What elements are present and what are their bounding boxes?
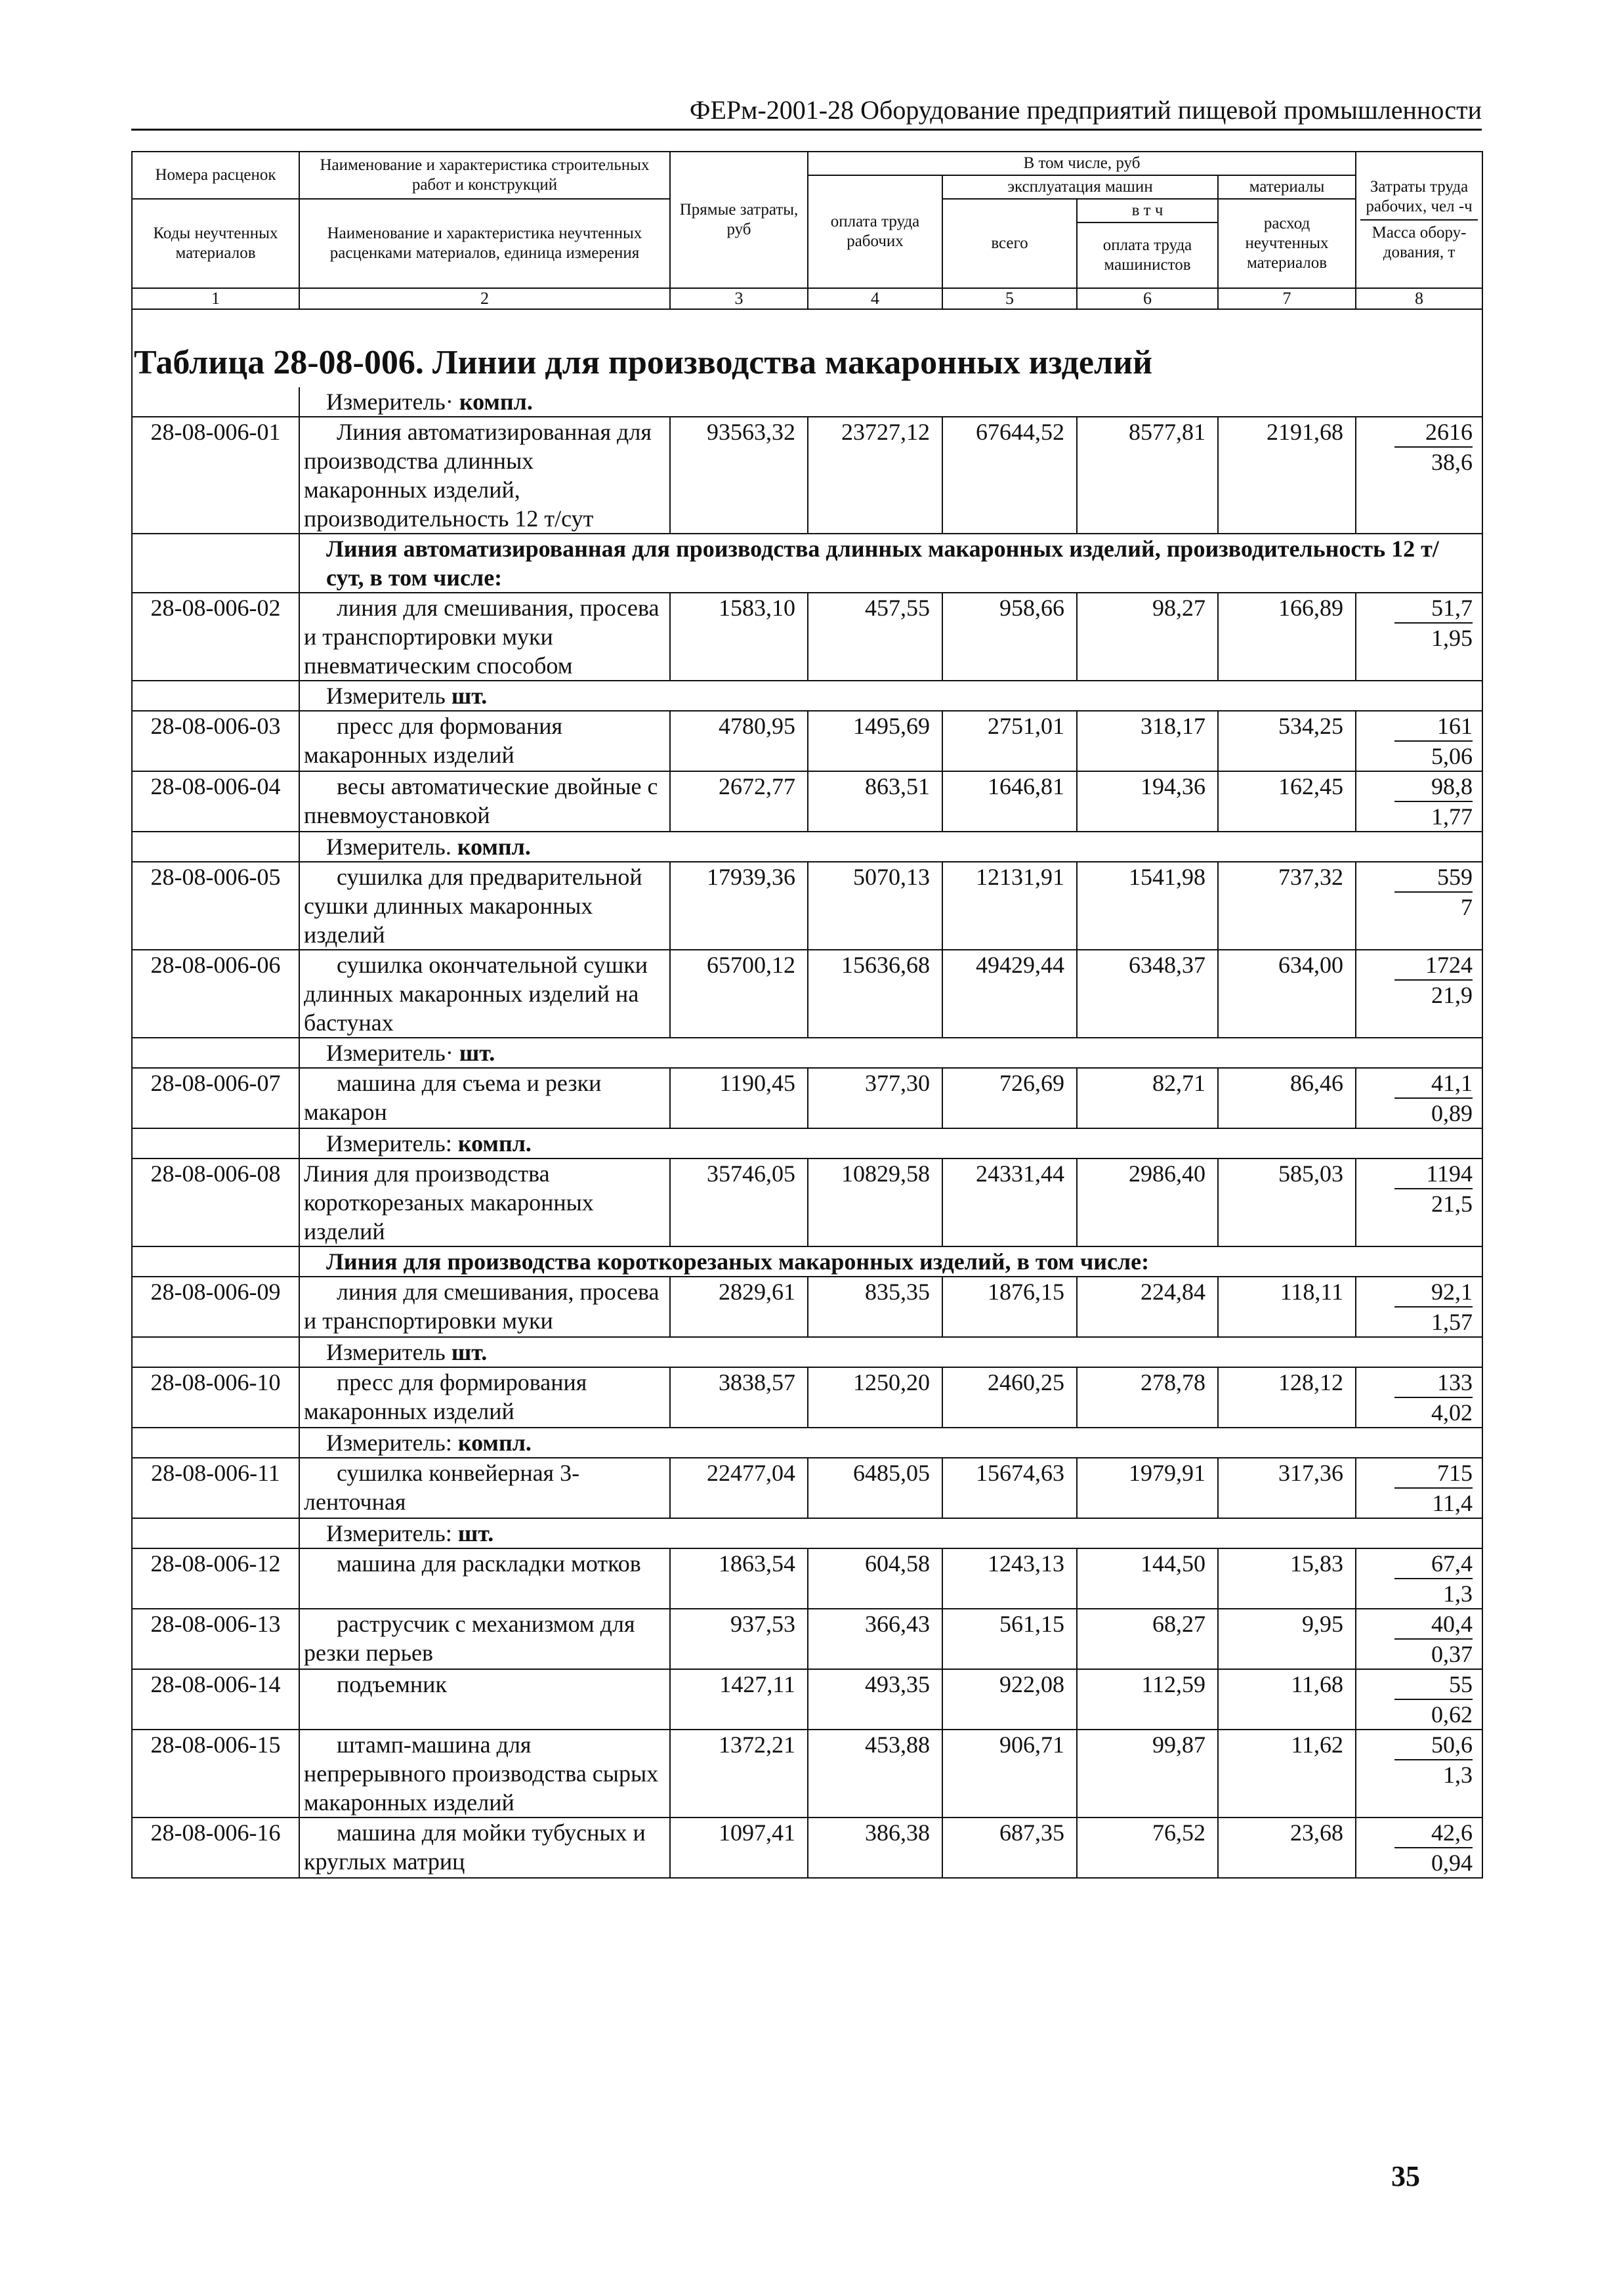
measure-cell [299, 832, 1482, 862]
item-name-text: подъемник [337, 1671, 447, 1697]
item-name [299, 771, 670, 832]
labour-and-mass [1356, 1367, 1482, 1428]
measure-label: Измеритель. [326, 834, 451, 860]
labour-pay: 386,38 [808, 1818, 942, 1878]
item-name-text: весы автоматические двойные с пневмоустановкой [304, 773, 658, 828]
labour-pay: 366,43 [808, 1609, 942, 1669]
table-row [132, 1458, 1482, 1518]
direct-costs: 93563,32 [670, 417, 808, 534]
labour-hours: 98,8 [1394, 772, 1473, 802]
table-body [132, 387, 1482, 1878]
item-name [299, 711, 670, 771]
table-header [132, 152, 1482, 309]
labour-hours: 55 [1394, 1670, 1473, 1700]
machinists-pay: 8577,81 [1077, 417, 1218, 534]
labour-and-mass [1356, 1548, 1482, 1609]
item-name [299, 862, 670, 950]
equipment-mass: 7 [1461, 894, 1473, 920]
col-oplata-mashinistov: оплата труда машинистов [1077, 223, 1218, 288]
rate-code: 28-08-006-05 [132, 862, 299, 950]
machinists-pay: 76,52 [1077, 1818, 1218, 1878]
item-name [299, 1818, 670, 1878]
table-row [132, 1730, 1482, 1818]
direct-costs: 4780,95 [670, 711, 808, 771]
measure-row [132, 1518, 1482, 1548]
table-row [132, 1068, 1482, 1128]
materials-cost: 634,00 [1218, 950, 1356, 1038]
equipment-mass: 21,9 [1431, 982, 1473, 1008]
measure-cell [299, 387, 1482, 417]
labour-and-mass [1356, 771, 1482, 832]
machines-total: 1243,13 [942, 1548, 1077, 1609]
equipment-mass: 1,3 [1443, 1581, 1473, 1607]
item-name [299, 417, 670, 534]
measure-label: Измеритель: [326, 1430, 452, 1456]
rate-code: 28-08-006-09 [132, 1277, 299, 1337]
labour-and-mass [1356, 593, 1482, 681]
labour-and-mass [1356, 1609, 1482, 1669]
item-name [299, 1159, 670, 1246]
item-name [299, 1730, 670, 1818]
equipment-mass: 5,06 [1431, 743, 1473, 769]
item-name-text: сушилка окончательной сушки длинных макаронных изделий на бастунах [304, 952, 648, 1036]
item-name-text: Линия автоматизированная для производства длинных макаронных изделий, производительность 12 т/сут [304, 419, 652, 532]
labour-and-mass [1356, 1159, 1482, 1246]
item-name-text: штамп-машина для непрерывного производства сырых макаронных изделий [304, 1732, 659, 1816]
empty-cell [132, 1246, 299, 1277]
measure-label: Измеритель· [326, 389, 453, 415]
labour-pay: 377,30 [808, 1068, 942, 1128]
item-name [299, 1367, 670, 1428]
column-number: 3 [670, 288, 808, 309]
machinists-pay: 224,84 [1077, 1277, 1218, 1337]
column-number: 6 [1077, 288, 1218, 309]
labour-hours: 559 [1394, 862, 1473, 893]
measure-cell [299, 1518, 1482, 1548]
table-row [132, 1367, 1482, 1428]
item-name-text: машина для раскладки мотков [337, 1550, 641, 1577]
machines-total: 922,08 [942, 1669, 1077, 1730]
item-name-text: Линия для производства короткорезаных макаронных изделий [304, 1160, 594, 1244]
col-kody: Коды неучтенных материалов [132, 199, 299, 288]
labour-hours: 1724 [1394, 950, 1473, 981]
rate-code: 28-08-006-08 [132, 1159, 299, 1246]
equipment-mass: 1,57 [1431, 1309, 1473, 1335]
machines-total: 906,71 [942, 1730, 1077, 1818]
labour-pay: 1250,20 [808, 1367, 942, 1428]
direct-costs: 35746,05 [670, 1159, 808, 1246]
table-row [132, 593, 1482, 681]
measure-row [132, 1128, 1482, 1159]
measure-cell [299, 1038, 1482, 1068]
measure-row [132, 1038, 1482, 1068]
labour-and-mass [1356, 1458, 1482, 1518]
document-header: ФЕРм-2001-28 Оборудование предприятий пищевой промышленности [131, 92, 1482, 131]
empty-cell [132, 1128, 299, 1159]
machinists-pay: 68,27 [1077, 1609, 1218, 1669]
machinists-pay: 1979,91 [1077, 1458, 1218, 1518]
table-row [132, 1669, 1482, 1730]
rate-code: 28-08-006-12 [132, 1548, 299, 1609]
col-materialy: материалы [1218, 175, 1356, 199]
labour-hours: 161 [1394, 712, 1473, 742]
machines-total: 1876,15 [942, 1277, 1077, 1337]
measure-row [132, 387, 1482, 417]
labour-and-mass [1356, 1277, 1482, 1337]
equipment-mass: 0,94 [1431, 1850, 1473, 1876]
equipment-mass: 1,3 [1443, 1762, 1473, 1788]
machines-total: 2751,01 [942, 711, 1077, 771]
labour-pay: 6485,05 [808, 1458, 942, 1518]
measure-row [132, 1428, 1482, 1458]
column-number: 2 [299, 288, 670, 309]
rate-code: 28-08-006-06 [132, 950, 299, 1038]
table-row [132, 1548, 1482, 1609]
measure-row [132, 681, 1482, 711]
equipment-mass: 21,5 [1431, 1191, 1473, 1217]
machines-total: 726,69 [942, 1068, 1077, 1128]
section-heading: Линия для производства короткорезаных макаронных изделий, в том числе: [299, 1246, 1482, 1277]
labour-hours: 50,6 [1394, 1730, 1473, 1760]
column-number: 4 [808, 288, 942, 309]
item-name [299, 1609, 670, 1669]
labour-hours: 92,1 [1394, 1277, 1473, 1307]
labour-pay: 23727,12 [808, 417, 942, 534]
machines-total: 12131,91 [942, 862, 1077, 950]
machinists-pay: 318,17 [1077, 711, 1218, 771]
col-vsego: всего [942, 199, 1077, 288]
empty-cell [132, 1428, 299, 1458]
item-name-text: раструсчик с механизмом для резки перьев [304, 1611, 635, 1666]
labour-pay: 457,55 [808, 593, 942, 681]
machines-total: 67644,52 [942, 417, 1077, 534]
empty-cell [132, 387, 299, 417]
equipment-mass: 0,89 [1431, 1100, 1473, 1126]
item-name [299, 950, 670, 1038]
materials-cost: 317,36 [1218, 1458, 1356, 1518]
empty-cell [132, 1337, 299, 1367]
item-name-text: машина для мойки тубусных и круглых матриц [304, 1819, 646, 1875]
direct-costs: 937,53 [670, 1609, 808, 1669]
table-row [132, 950, 1482, 1038]
col-raskhod: расход неучтенных материалов [1218, 199, 1356, 288]
table-row [132, 862, 1482, 950]
measure-label: Измеритель: [326, 1520, 452, 1546]
page-number: 35 [1391, 2160, 1420, 2192]
rate-code: 28-08-006-02 [132, 593, 299, 681]
labour-pay: 493,35 [808, 1669, 942, 1730]
machinists-pay: 99,87 [1077, 1730, 1218, 1818]
equipment-mass: 0,62 [1431, 1701, 1473, 1728]
rate-code: 28-08-006-03 [132, 711, 299, 771]
labour-and-mass [1356, 1068, 1482, 1128]
rate-code: 28-08-006-07 [132, 1068, 299, 1128]
direct-costs: 17939,36 [670, 862, 808, 950]
empty-cell [132, 681, 299, 711]
labour-and-mass [1356, 417, 1482, 534]
col-v-tom-chisle: В том числе, руб [808, 152, 1356, 175]
labour-and-mass [1356, 1669, 1482, 1730]
machines-total: 561,15 [942, 1609, 1077, 1669]
col-v-t-ch: в т ч [1077, 199, 1218, 223]
labour-hours: 51,7 [1394, 593, 1473, 624]
measure-cell [299, 1428, 1482, 1458]
col-naim-bottom: Наименование и характеристика неучтенных расценками материалов, единица измерения [299, 199, 670, 288]
machines-total: 24331,44 [942, 1159, 1077, 1246]
materials-cost: 162,45 [1218, 771, 1356, 832]
labour-pay: 1495,69 [808, 711, 942, 771]
empty-cell [132, 534, 299, 593]
direct-costs: 22477,04 [670, 1458, 808, 1518]
item-name [299, 1548, 670, 1609]
col-pryamye: Прямые затраты, руб [670, 152, 808, 288]
col-ekspluatatsiya: эксплуатация машин [942, 175, 1218, 199]
equipment-mass: 38,6 [1431, 449, 1473, 475]
direct-costs: 1097,41 [670, 1818, 808, 1878]
labour-hours: 715 [1394, 1458, 1473, 1489]
machines-total: 1646,81 [942, 771, 1077, 832]
item-name-text: пресс для формования макаронных изделий [304, 713, 563, 768]
materials-cost: 2191,68 [1218, 417, 1356, 534]
machines-total: 687,35 [942, 1818, 1077, 1878]
materials-cost: 15,83 [1218, 1548, 1356, 1609]
column-numbers-row [132, 288, 1482, 309]
measure-unit: компл. [457, 834, 531, 860]
measure-label: Измеритель [326, 683, 446, 709]
empty-cell [132, 832, 299, 862]
materials-cost: 23,68 [1218, 1818, 1356, 1878]
materials-cost: 534,25 [1218, 711, 1356, 771]
measure-unit: компл. [457, 1430, 532, 1456]
materials-cost: 86,46 [1218, 1068, 1356, 1128]
item-name [299, 1669, 670, 1730]
machines-total: 2460,25 [942, 1367, 1077, 1428]
column-number: 1 [132, 288, 299, 309]
machinists-pay: 278,78 [1077, 1367, 1218, 1428]
measure-unit: шт. [459, 1040, 495, 1066]
rate-code: 28-08-006-15 [132, 1730, 299, 1818]
table-row [132, 417, 1482, 534]
empty-cell [132, 1038, 299, 1068]
labour-pay: 604,58 [808, 1548, 942, 1609]
machines-total: 49429,44 [942, 950, 1077, 1038]
col-zatraty-truda: Затраты труда рабочих, чел -ч [1360, 177, 1478, 221]
labour-pay: 835,35 [808, 1277, 942, 1337]
table-row [132, 771, 1482, 832]
empty-cell [132, 1518, 299, 1548]
column-number: 8 [1356, 288, 1482, 309]
equipment-mass: 0,37 [1431, 1641, 1473, 1667]
direct-costs: 65700,12 [670, 950, 808, 1038]
table-title: Таблица 28-08-006. Линии для производства макаронных изделий [132, 309, 1482, 387]
col-massa: Масса обору-дования, т [1372, 224, 1467, 261]
measure-cell [299, 681, 1482, 711]
measure-unit: шт. [457, 1520, 494, 1546]
machinists-pay: 112,59 [1077, 1669, 1218, 1730]
labour-hours: 41,1 [1394, 1069, 1473, 1099]
measure-label: Измеритель· [326, 1040, 453, 1066]
measure-unit: шт. [451, 683, 488, 709]
measure-label: Измеритель [326, 1339, 446, 1365]
measure-unit: компл. [457, 1130, 532, 1157]
section-row [132, 534, 1482, 593]
measure-row [132, 832, 1482, 862]
machines-total: 958,66 [942, 593, 1077, 681]
labour-and-mass [1356, 711, 1482, 771]
direct-costs: 1427,11 [670, 1669, 808, 1730]
labour-hours: 42,6 [1394, 1818, 1473, 1848]
item-name [299, 1068, 670, 1128]
materials-cost: 118,11 [1218, 1277, 1356, 1337]
col-zatraty [1356, 152, 1482, 288]
direct-costs: 1190,45 [670, 1068, 808, 1128]
col-oplata-truda: оплата труда рабочих [808, 175, 942, 288]
labour-hours: 2616 [1394, 417, 1473, 448]
equipment-mass: 4,02 [1431, 1399, 1473, 1426]
machines-total: 15674,63 [942, 1458, 1077, 1518]
item-name-text: сушилка конвейерная 3-ленточная [304, 1460, 580, 1515]
measure-cell [299, 1337, 1482, 1367]
labour-and-mass [1356, 1818, 1482, 1878]
rates-table [131, 151, 1483, 1879]
machinists-pay: 82,71 [1077, 1068, 1218, 1128]
materials-cost: 128,12 [1218, 1367, 1356, 1428]
item-name [299, 593, 670, 681]
direct-costs: 1863,54 [670, 1548, 808, 1609]
measure-label: Измеритель: [326, 1130, 452, 1157]
table-row [132, 1159, 1482, 1246]
table-row [132, 711, 1482, 771]
labour-pay: 10829,58 [808, 1159, 942, 1246]
rate-code: 28-08-006-11 [132, 1458, 299, 1518]
labour-pay: 453,88 [808, 1730, 942, 1818]
direct-costs: 1372,21 [670, 1730, 808, 1818]
item-name-text: сушилка для предварительной сушки длинных макаронных изделий [304, 864, 642, 948]
labour-pay: 5070,13 [808, 862, 942, 950]
materials-cost: 166,89 [1218, 593, 1356, 681]
column-number: 5 [942, 288, 1077, 309]
rate-code: 28-08-006-13 [132, 1609, 299, 1669]
item-name-text: машина для съема и резки макарон [304, 1070, 602, 1125]
item-name [299, 1458, 670, 1518]
column-number: 7 [1218, 288, 1356, 309]
item-name-text: пресс для формирования макаронных изделий [304, 1369, 587, 1424]
rate-code: 28-08-006-04 [132, 771, 299, 832]
labour-hours: 40,4 [1394, 1609, 1473, 1640]
item-name-text: линия для смешивания, просева и транспортировки муки [304, 1279, 660, 1334]
direct-costs: 3838,57 [670, 1367, 808, 1428]
materials-cost: 9,95 [1218, 1609, 1356, 1669]
equipment-mass: 11,4 [1432, 1490, 1473, 1516]
table-row [132, 1818, 1482, 1878]
materials-cost: 585,03 [1218, 1159, 1356, 1246]
direct-costs: 2829,61 [670, 1277, 808, 1337]
machinists-pay: 6348,37 [1077, 950, 1218, 1038]
equipment-mass: 1,77 [1431, 803, 1473, 830]
machinists-pay: 1541,98 [1077, 862, 1218, 950]
measure-cell [299, 1128, 1482, 1159]
measure-unit: компл. [459, 389, 533, 415]
labour-pay: 15636,68 [808, 950, 942, 1038]
labour-hours: 133 [1394, 1368, 1473, 1398]
measure-unit: шт. [451, 1339, 488, 1365]
col-naim-top: Наименование и характеристика строительных работ и конструкций [299, 152, 670, 199]
direct-costs: 1583,10 [670, 593, 808, 681]
labour-pay: 863,51 [808, 771, 942, 832]
labour-and-mass [1356, 862, 1482, 950]
measure-row [132, 1337, 1482, 1367]
machinists-pay: 2986,40 [1077, 1159, 1218, 1246]
item-name [299, 1277, 670, 1337]
rate-code: 28-08-006-14 [132, 1669, 299, 1730]
labour-and-mass [1356, 950, 1482, 1038]
equipment-mass: 1,95 [1431, 625, 1473, 651]
rate-code: 28-08-006-01 [132, 417, 299, 534]
rate-code: 28-08-006-10 [132, 1367, 299, 1428]
col-nomera: Номера расценок [132, 152, 299, 199]
rate-code: 28-08-006-16 [132, 1818, 299, 1878]
section-heading: Линия автоматизированная для производства длинных макаронных изделий, производительность 12 т/сут, в том числе: [299, 534, 1482, 593]
section-row [132, 1246, 1482, 1277]
machinists-pay: 98,27 [1077, 593, 1218, 681]
materials-cost: 737,32 [1218, 862, 1356, 950]
labour-and-mass [1356, 1730, 1482, 1818]
item-name-text: линия для смешивания, просева и транспортировки муки пневматическим способом [304, 595, 660, 679]
materials-cost: 11,68 [1218, 1669, 1356, 1730]
machinists-pay: 194,36 [1077, 771, 1218, 832]
table-row [132, 1609, 1482, 1669]
direct-costs: 2672,77 [670, 771, 808, 832]
labour-hours: 1194 [1394, 1159, 1473, 1189]
machinists-pay: 144,50 [1077, 1548, 1218, 1609]
table-row [132, 1277, 1482, 1337]
labour-hours: 67,4 [1394, 1549, 1473, 1579]
materials-cost: 11,62 [1218, 1730, 1356, 1818]
